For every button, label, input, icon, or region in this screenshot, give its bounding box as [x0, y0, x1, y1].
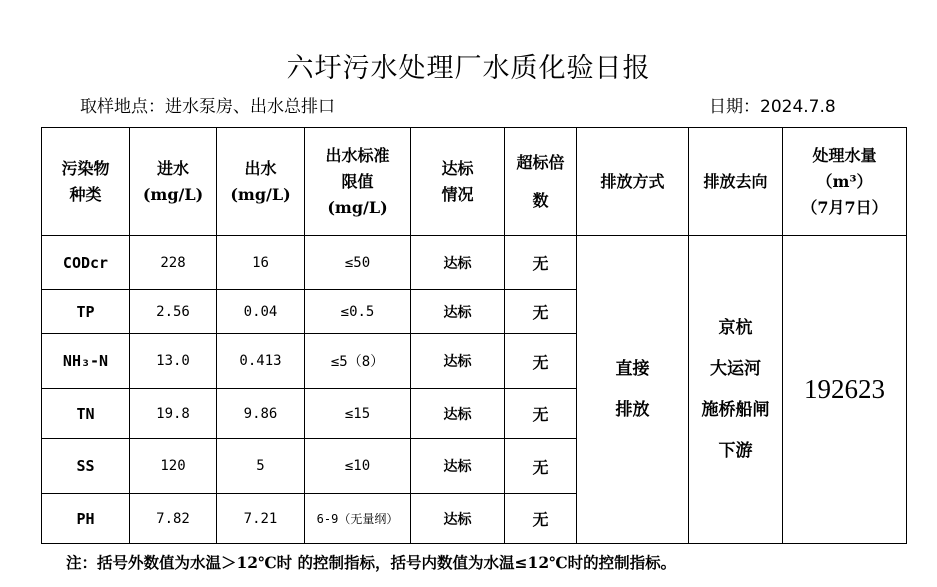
row-compliance: 达标 — [411, 334, 505, 389]
header-limit: 出水标准 限值 (mg/L) — [305, 128, 411, 236]
row-category: CODcr — [42, 236, 130, 290]
row-limit: ≤50 — [305, 236, 411, 290]
row-effluent: 16 — [217, 236, 305, 290]
treated-volume: 192623 — [783, 236, 907, 544]
row-influent: 13.0 — [130, 334, 217, 389]
header-compliance: 达标 情况 — [411, 128, 505, 236]
row-limit: ≤15 — [305, 389, 411, 439]
row-influent: 7.82 — [130, 494, 217, 544]
row-compliance: 达标 — [411, 236, 505, 290]
row-compliance: 达标 — [411, 494, 505, 544]
header-row — [42, 128, 907, 236]
row-limit: ≤5（8） — [305, 334, 411, 389]
sampling-location: 取样地点：进水泵房、出水总排口 — [80, 97, 335, 117]
header-exceed: 超标倍 数 — [505, 128, 577, 236]
row-influent: 2.56 — [130, 290, 217, 334]
footnote: 注：括号外数值为水温＞12℃时 的控制指标，括号内数值为水温≤12℃时的控制指标。 — [66, 553, 677, 572]
row-influent: 19.8 — [130, 389, 217, 439]
row-effluent: 9.86 — [217, 389, 305, 439]
row-exceed: 无 — [505, 439, 577, 494]
discharge-destination: 京杭 大运河 施桥船闸 下游 — [689, 236, 783, 544]
row-limit: ≤0.5 — [305, 290, 411, 334]
header-influent: 进水 (mg/L) — [130, 128, 217, 236]
report-date: 日期：2024.7.8 — [709, 97, 836, 117]
header-effluent: 出水 (mg/L) — [217, 128, 305, 236]
table-row — [42, 236, 907, 290]
row-compliance: 达标 — [411, 439, 505, 494]
row-effluent: 0.413 — [217, 334, 305, 389]
row-effluent: 5 — [217, 439, 305, 494]
header-volume: 处理水量 （m³） （7月7日） — [783, 128, 907, 236]
row-compliance: 达标 — [411, 389, 505, 439]
row-exceed: 无 — [505, 290, 577, 334]
row-category: TP — [42, 290, 130, 334]
row-category: PH — [42, 494, 130, 544]
row-effluent: 7.21 — [217, 494, 305, 544]
row-influent: 228 — [130, 236, 217, 290]
header-category: 污染物 种类 — [42, 128, 130, 236]
row-limit: 6-9（无量纲） — [305, 494, 411, 544]
row-influent: 120 — [130, 439, 217, 494]
row-exceed: 无 — [505, 494, 577, 544]
row-category: TN — [42, 389, 130, 439]
row-category: NH₃-N — [42, 334, 130, 389]
row-compliance: 达标 — [411, 290, 505, 334]
discharge-method: 直接 排放 — [577, 236, 689, 544]
row-category: SS — [42, 439, 130, 494]
row-exceed: 无 — [505, 389, 577, 439]
header-destination: 排放去向 — [689, 128, 783, 236]
row-exceed: 无 — [505, 236, 577, 290]
header-method: 排放方式 — [577, 128, 689, 236]
row-limit: ≤10 — [305, 439, 411, 494]
report-title: 六圩污水处理厂水质化验日报 — [286, 53, 651, 84]
row-exceed: 无 — [505, 334, 577, 389]
water-quality-table — [41, 127, 907, 544]
row-effluent: 0.04 — [217, 290, 305, 334]
